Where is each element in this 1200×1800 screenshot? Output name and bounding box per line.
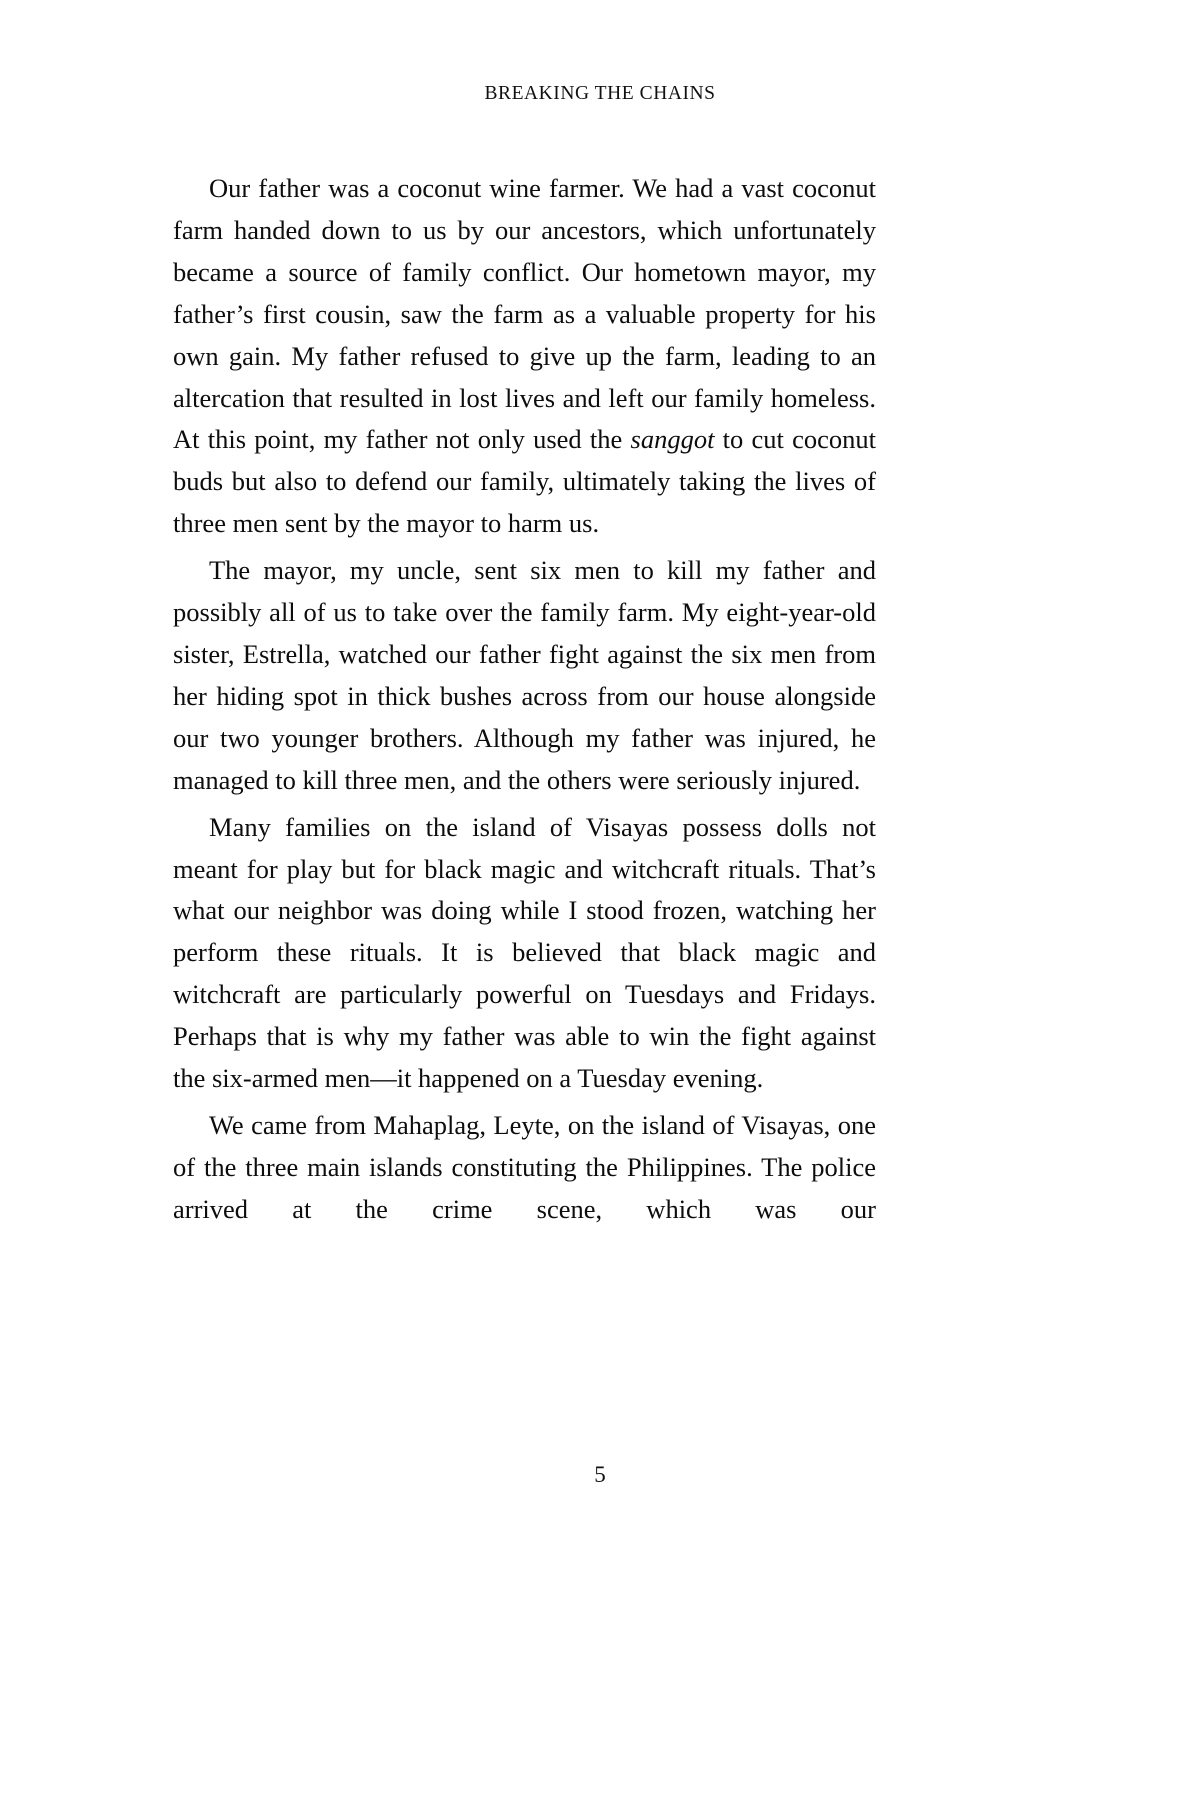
- running-header: BREAKING THE CHAINS: [484, 83, 716, 104]
- body-text-block: [173, 168, 876, 1273]
- paragraph-1-text-after-italic: to cut coconut buds but also to defend our family, ultimately taking the lives of three men sent by the mayor to harm us.: [173, 424, 876, 539]
- page-number: 5: [594, 1462, 606, 1487]
- foreign-term-sanggot: sanggot: [630, 424, 715, 455]
- paragraph-4: We came from Mahaplag, Leyte, on the island of Visayas, one of the three main islands constituting the Philippines. The police arrived at the crime scene, which was our: [173, 1109, 876, 1224]
- paragraph-1-text-before-italic: Our father was a coconut wine farmer. We had a vast coconut farm handed down to us by our ancestors, which unfortunately became a source of family conflict. Our hometown mayor, my father’s first cousin, saw the farm as a valuable property for his own gain. My father refused to give up the farm, leading to an altercation that resulted in lost lives and left our family homeless. At this point, my father not only used the: [173, 173, 876, 455]
- paragraph-3: Many families on the island of Visayas possess dolls not meant for play but for black magic and witchcraft rituals. That’s what our neighbor was doing while I stood frozen, watching her perform these rituals. It is believed that black magic and witchcraft are particularly powerful on Tuesdays and Fridays. Perhaps that is why my father was able to win the fight against the six-armed men—it happened on a Tuesday evening.: [173, 811, 876, 1094]
- paragraph-1: [173, 168, 876, 545]
- paragraph-2: The mayor, my uncle, sent six men to kill my father and possibly all of us to take over the family farm. My eight-year-old sister, Estrella, watched our father fight against the six men from her hiding spot in thick bushes across from our house alongside our two younger brothers. Although my father was injured, he managed to kill three men, and the others were seriously injured.: [173, 555, 876, 795]
